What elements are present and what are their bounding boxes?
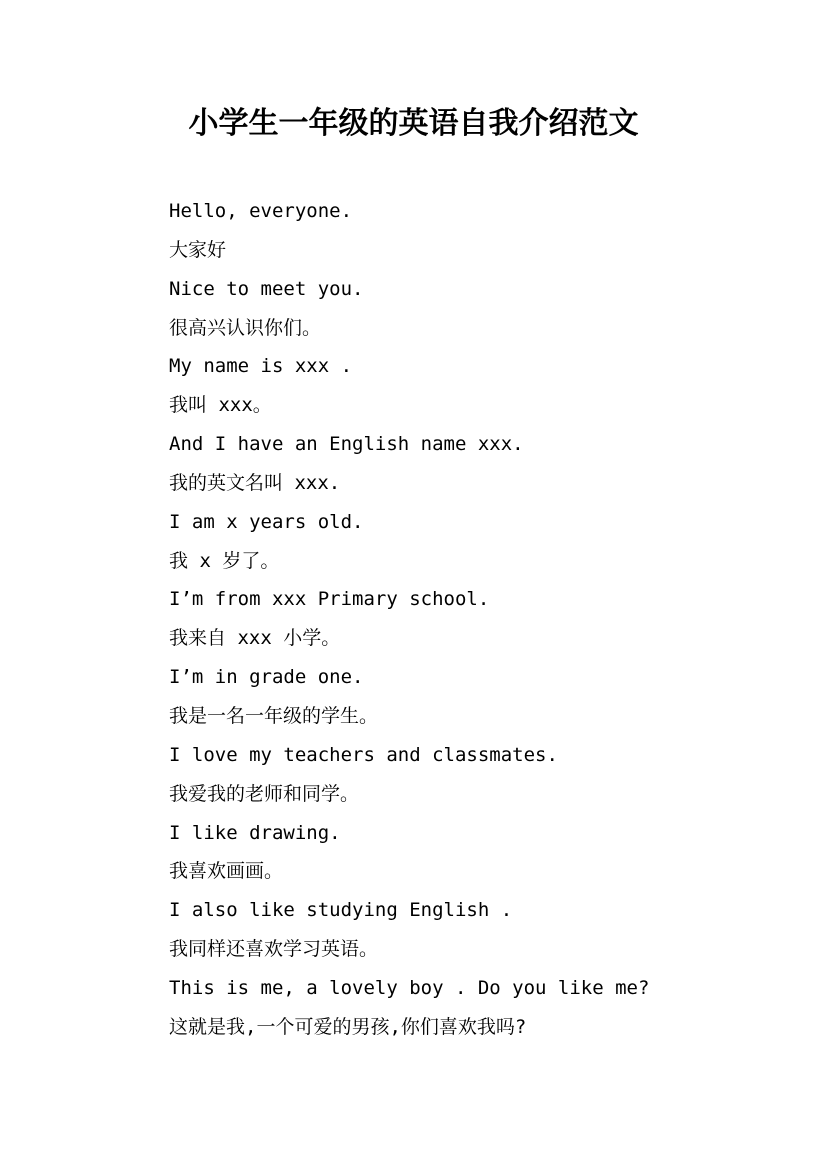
- text-line: 我同样还喜欢学习英语。: [169, 938, 379, 961]
- text-line: Hello, everyone.: [169, 200, 353, 222]
- text-line: 很高兴认识你们。: [169, 316, 322, 339]
- text-line: 大家好: [169, 238, 227, 261]
- text-line: My name is xxx .: [169, 355, 353, 378]
- document-title: 小学生一年级的英语自我介绍范文: [188, 106, 639, 141]
- text-line: And I have an English name xxx.: [169, 433, 524, 456]
- text-line: Nice to meet you.: [169, 277, 364, 300]
- text-line: This is me, a lovely boy . Do you like me?: [169, 976, 650, 999]
- text-line: 我爱我的老师和同学。: [169, 782, 360, 805]
- document-body: [169, 195, 769, 1050]
- text-line: 我的英文名叫 xxx.: [169, 471, 341, 494]
- text-line: 我 x 岁了。: [169, 549, 280, 572]
- text-line: I also like studying English .: [169, 899, 513, 922]
- text-line: 我来自 xxx 小学。: [169, 627, 341, 650]
- text-line: I’m in grade one.: [169, 666, 364, 689]
- text-line: I’m from xxx Primary school.: [169, 588, 490, 611]
- text-line: I love my teachers and classmates.: [169, 743, 558, 766]
- text-line: I like drawing.: [169, 821, 341, 844]
- text-line: 这就是我,一个可爱的男孩,你们喜欢我吗?: [169, 1015, 527, 1038]
- text-line: I am x years old.: [169, 510, 364, 533]
- text-line: 我是一名一年级的学生。: [169, 704, 379, 727]
- text-line: 我叫 xxx。: [169, 394, 272, 417]
- text-line: 我喜欢画画。: [169, 860, 284, 883]
